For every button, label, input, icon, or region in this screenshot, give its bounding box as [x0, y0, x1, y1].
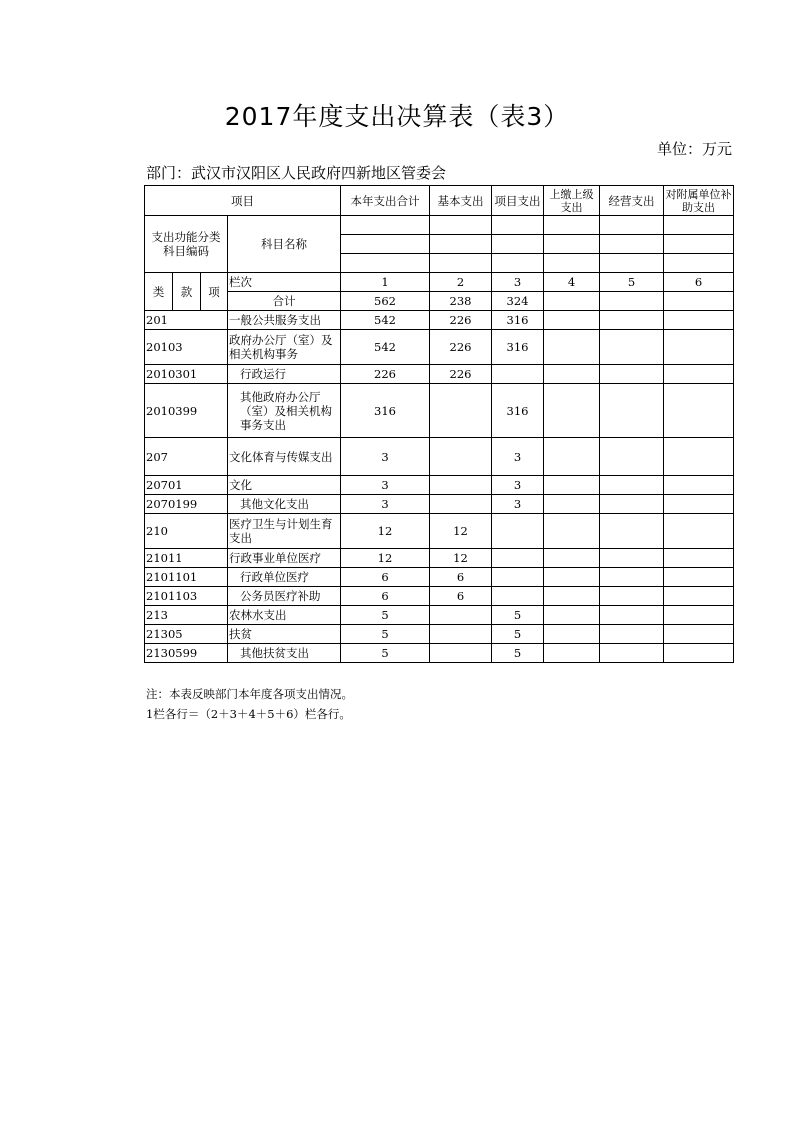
amount-cell — [600, 495, 664, 514]
table-row — [145, 330, 734, 365]
header-row — [145, 186, 734, 216]
amount-cell: 226 — [341, 365, 430, 384]
header-item: 项目 — [145, 186, 341, 216]
amount-cell — [664, 549, 734, 568]
subject-name: 行政单位医疗 — [228, 568, 341, 587]
header-col-5: 经营支出 — [600, 186, 664, 216]
amount-cell — [492, 549, 544, 568]
table-row — [145, 311, 734, 330]
amount-cell — [430, 384, 492, 438]
amount-cell: 6 — [341, 568, 430, 587]
amount-cell — [600, 644, 664, 663]
amount-cell — [664, 365, 734, 384]
amount-cell — [430, 495, 492, 514]
amount-cell — [600, 606, 664, 625]
amount-cell: 12 — [341, 549, 430, 568]
amount-cell — [430, 606, 492, 625]
header-func-code: 支出功能分类科目编码 — [145, 216, 228, 273]
amount-cell — [600, 549, 664, 568]
subject-name: 其他政府办公厅（室）及相关机构事务支出 — [228, 384, 341, 438]
amount-cell — [664, 644, 734, 663]
col-num-1: 1 — [341, 273, 430, 292]
table-row — [145, 384, 734, 438]
col-num-4: 4 — [544, 273, 600, 292]
amount-cell — [544, 549, 600, 568]
header-kuan: 款 — [173, 273, 201, 311]
expenditure-table — [144, 185, 734, 663]
amount-cell — [544, 587, 600, 606]
table-row — [145, 644, 734, 663]
amount-cell: 6 — [430, 568, 492, 587]
amount-cell: 316 — [492, 311, 544, 330]
amount-cell — [664, 495, 734, 514]
table-row — [145, 587, 734, 606]
amount-cell — [430, 644, 492, 663]
table-row — [145, 514, 734, 549]
amount-cell: 226 — [430, 330, 492, 365]
amount-cell — [544, 438, 600, 476]
amount-cell — [600, 311, 664, 330]
department-label: 部门：武汉市汉阳区人民政府四新地区管委会 — [146, 164, 447, 182]
total-value: 324 — [492, 292, 544, 311]
amount-cell — [664, 514, 734, 549]
header-col-6: 对附属单位补助支出 — [665, 187, 732, 214]
amount-cell: 5 — [492, 606, 544, 625]
amount-cell — [492, 514, 544, 549]
subject-code: 207 — [145, 438, 228, 476]
header-col-4: 上缴上级支出 — [544, 186, 600, 216]
subject-name: 文化 — [228, 476, 341, 495]
amount-cell: 6 — [430, 587, 492, 606]
amount-cell — [544, 495, 600, 514]
table-row — [145, 438, 734, 476]
amount-cell: 3 — [341, 476, 430, 495]
col-num-6: 6 — [664, 273, 734, 292]
amount-cell: 3 — [492, 495, 544, 514]
subject-name: 农林水支出 — [228, 606, 341, 625]
amount-cell: 5 — [341, 625, 430, 644]
amount-cell — [664, 311, 734, 330]
amount-cell — [492, 568, 544, 587]
subject-code: 2101103 — [145, 587, 228, 606]
amount-cell — [600, 365, 664, 384]
table-row — [145, 476, 734, 495]
amount-cell — [544, 330, 600, 365]
amount-cell: 12 — [430, 514, 492, 549]
amount-cell — [600, 384, 664, 438]
table-row — [145, 606, 734, 625]
amount-cell — [664, 568, 734, 587]
total-value — [544, 292, 600, 311]
subject-name: 一般公共服务支出 — [228, 311, 341, 330]
subject-code: 20701 — [145, 476, 228, 495]
total-row — [145, 292, 734, 311]
header-col-3: 项目支出 — [492, 186, 544, 216]
amount-cell — [600, 330, 664, 365]
table-row — [145, 495, 734, 514]
subject-name: 公务员医疗补助 — [228, 587, 341, 606]
amount-cell: 5 — [492, 625, 544, 644]
total-label: 合计 — [228, 292, 341, 311]
subject-code: 2010301 — [145, 365, 228, 384]
amount-cell: 542 — [341, 311, 430, 330]
col-num-3: 3 — [492, 273, 544, 292]
amount-cell: 542 — [341, 330, 430, 365]
amount-cell — [664, 476, 734, 495]
amount-cell — [600, 438, 664, 476]
amount-cell — [600, 587, 664, 606]
table-row — [145, 568, 734, 587]
note-line: 1栏各行＝（2＋3＋4＋5＋6）栏各行。 — [146, 707, 351, 721]
amount-cell — [600, 625, 664, 644]
subject-code: 2101101 — [145, 568, 228, 587]
amount-cell: 3 — [341, 438, 430, 476]
subject-code: 2070199 — [145, 495, 228, 514]
amount-cell — [544, 644, 600, 663]
subject-code: 21305 — [145, 625, 228, 644]
total-value: 238 — [430, 292, 492, 311]
subject-code: 210 — [145, 514, 228, 549]
amount-cell — [664, 330, 734, 365]
subject-code: 20103 — [145, 330, 228, 365]
amount-cell — [544, 568, 600, 587]
amount-cell: 316 — [492, 384, 544, 438]
table-row — [145, 549, 734, 568]
col-num-5: 5 — [600, 273, 664, 292]
subject-name: 行政运行 — [228, 365, 341, 384]
amount-cell — [664, 587, 734, 606]
amount-cell: 5 — [341, 644, 430, 663]
amount-cell: 6 — [341, 587, 430, 606]
subject-name: 其他扶贫支出 — [228, 644, 341, 663]
header-xiang: 项 — [201, 273, 228, 311]
unit-label: 单位：万元 — [656, 140, 732, 158]
amount-cell: 3 — [492, 438, 544, 476]
table-row — [145, 365, 734, 384]
subject-code: 201 — [145, 311, 228, 330]
amount-cell: 5 — [492, 644, 544, 663]
amount-cell — [664, 438, 734, 476]
amount-cell — [664, 625, 734, 644]
subject-name: 扶贫 — [228, 625, 341, 644]
note-line: 注：本表反映部门本年度各项支出情况。 — [146, 687, 353, 701]
subject-code: 2010399 — [145, 384, 228, 438]
subject-code: 2130599 — [145, 644, 228, 663]
table-row — [145, 625, 734, 644]
amount-cell: 12 — [341, 514, 430, 549]
total-value — [600, 292, 664, 311]
subject-name: 文化体育与传媒支出 — [228, 438, 341, 476]
amount-cell: 316 — [492, 330, 544, 365]
amount-cell: 226 — [430, 311, 492, 330]
header-col-2: 基本支出 — [430, 186, 492, 216]
amount-cell — [430, 625, 492, 644]
amount-cell — [544, 514, 600, 549]
header-col-1: 本年支出合计 — [341, 186, 430, 216]
subject-name: 其他文化支出 — [228, 495, 341, 514]
amount-cell — [544, 365, 600, 384]
amount-cell — [430, 438, 492, 476]
notes — [146, 684, 353, 724]
amount-cell — [544, 625, 600, 644]
amount-cell: 12 — [430, 549, 492, 568]
amount-cell: 316 — [341, 384, 430, 438]
amount-cell — [544, 476, 600, 495]
subject-code: 21011 — [145, 549, 228, 568]
amount-cell — [664, 606, 734, 625]
amount-cell: 226 — [430, 365, 492, 384]
subject-name: 政府办公厅（室）及相关机构事务 — [228, 330, 341, 365]
amount-cell: 3 — [341, 495, 430, 514]
total-value — [664, 292, 734, 311]
subject-code: 213 — [145, 606, 228, 625]
header-subject-name: 科目名称 — [228, 216, 341, 273]
amount-cell: 3 — [492, 476, 544, 495]
amount-cell — [600, 514, 664, 549]
amount-cell — [492, 587, 544, 606]
amount-cell — [492, 365, 544, 384]
amount-cell — [600, 568, 664, 587]
subject-name: 医疗卫生与计划生育支出 — [228, 514, 341, 549]
amount-cell — [430, 476, 492, 495]
total-value: 562 — [341, 292, 430, 311]
amount-cell — [544, 311, 600, 330]
amount-cell — [600, 476, 664, 495]
amount-cell — [544, 384, 600, 438]
header-lei: 类 — [145, 273, 173, 311]
header-lanci: 栏次 — [228, 273, 341, 292]
amount-cell: 5 — [341, 606, 430, 625]
amount-cell — [544, 606, 600, 625]
subject-name: 行政事业单位医疗 — [228, 549, 341, 568]
page-title: 2017年度支出决算表（表3） — [224, 102, 570, 131]
col-num-2: 2 — [430, 273, 492, 292]
amount-cell — [664, 384, 734, 438]
